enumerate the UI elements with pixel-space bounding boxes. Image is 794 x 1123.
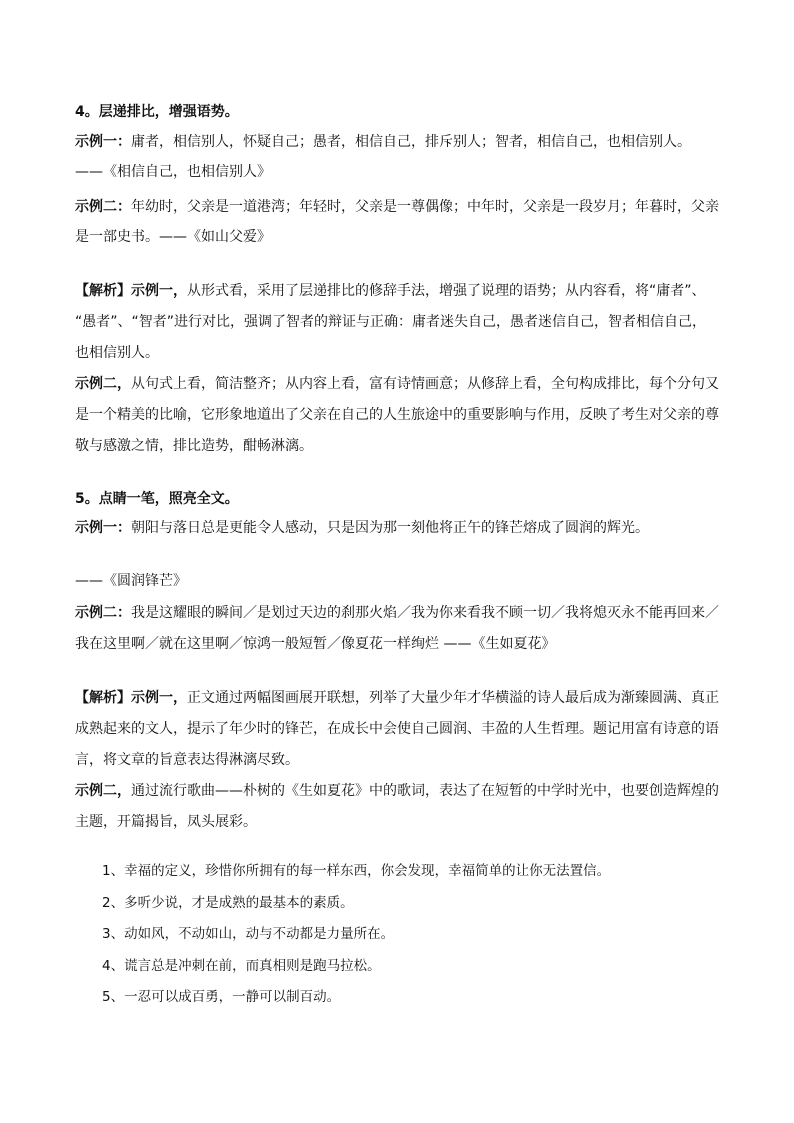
section5-example1-label: 示例一：: [75, 520, 131, 536]
section5-example2: [75, 598, 725, 629]
section5-analysis2-line1: 通过流行歌曲——朴树的《生如夏花》中的歌词，表达了在短暂的中学时光中，也要创造辉煌的: [131, 783, 719, 799]
section5-example2-line1: 我是这耀眼的瞬间／是划过天边的刹那火焰／我为你来看我不顾一切／我将熄灭永不能再回来／: [131, 605, 719, 621]
section4-example1-source: ——《相信自己，也相信别人》: [75, 164, 271, 180]
section5-analysis1-line3: 言，将文章的旨意表达得淋漓尽致。: [75, 752, 299, 768]
section4-analysis1: [75, 276, 725, 307]
section5-analysis2-label: 示例二，: [75, 783, 131, 799]
quote-item: 3、动如风，不动如山，动与不动都是力量所在。: [102, 926, 395, 942]
section4-example2: [75, 192, 725, 223]
section4-heading: 4。层递排比，增强语势。: [75, 104, 239, 120]
section4-analysis1-line2: “愚者”、“智者”进行对比，强调了智者的辩证与正确：庸者迷失自己，愚者迷信自己，智者相信自己，: [75, 314, 707, 330]
section4-example2-line1: 年幼时，父亲是一道港湾；年轻时，父亲是一尊偶像；中年时，父亲是一段岁月；年暮时，父亲: [131, 199, 719, 215]
section4-example2-line2: 是一部史书。——《如山父爱》: [75, 229, 271, 245]
section5-example2-label: 示例二：: [75, 605, 131, 621]
section5-analysis1-label: 【解析】示例一，: [75, 690, 187, 706]
quote-item: 5、一忍可以成百勇，一静可以制百动。: [102, 989, 341, 1005]
section5-heading: 5。点睛一笔，照亮全文。: [75, 491, 239, 507]
section4-analysis1-line3: 也相信别人。: [75, 345, 159, 361]
quotes-list: [102, 856, 722, 1014]
quote-item: 2、多听少说，才是成熟的最基本的素质。: [102, 894, 354, 911]
section4-analysis2-line2: 是一个精美的比喻，它形象地道出了父亲在自己的人生旅途中的重要影响与作用，反映了考生对父亲的尊: [75, 407, 719, 423]
section5-example1-source: ——《圆润锋芒》: [75, 573, 187, 589]
section4-analysis1-label: 【解析】示例一，: [75, 283, 187, 299]
section5-analysis2-line2: 主题，开篇揭旨，凤头展彩。: [75, 814, 257, 830]
section5-example2-line2: 我在这里啊／就在这里啊／惊鸿一般短暂／像夏花一样绚烂 ——《生如夏花》: [75, 636, 556, 652]
section4-example1: [75, 127, 725, 158]
section4-analysis2-line3: 敬与感激之情，排比造势，酣畅淋漓。: [75, 438, 313, 454]
quote-item: 1、幸福的定义，珍惜你所拥有的每一样东西，你会发现，幸福简单的让你无法置信。: [102, 863, 611, 879]
section5-analysis1-line2: 成熟起来的文人，提示了年少时的锋芒，在成长中会使自己圆润、丰盈的人生哲理。题记用富有诗意的语: [75, 721, 719, 737]
section5-analysis1-line1: 正文通过两幅图画展开联想，列举了大量少年才华横溢的诗人最后成为渐臻圆满、真正: [187, 690, 719, 706]
quote-item: 4、谎言总是冲刺在前，而真相则是跑马拉松。: [102, 957, 381, 974]
section4-example1-label: 示例一：: [75, 134, 131, 150]
section4-example2-label: 示例二：: [75, 199, 131, 215]
section4-analysis2-label: 示例二，: [75, 376, 131, 392]
section4-example1-text: 庸者，相信别人，怀疑自己；愚者，相信自己，排斥别人；智者，相信自己，也相信别人。: [131, 134, 691, 150]
section4-analysis2-line1: 从句式上看，简洁整齐；从内容上看，富有诗情画意；从修辞上看，全句构成排比，每个分句又: [131, 376, 719, 392]
section4-analysis1-line1: 从形式看，采用了层递排比的修辞手法，增强了说理的语势；从内容看，将“庸者”、: [187, 283, 706, 299]
section5-analysis2: [75, 776, 725, 807]
section4-analysis2: [75, 369, 725, 400]
section5-analysis1: [75, 683, 725, 714]
section5-example1-text: 朝阳与落日总是更能令人感动，只是因为那一刻他将正午的锋芒熔成了圆润的辉光。: [131, 520, 649, 536]
section5-example1: [75, 513, 725, 544]
